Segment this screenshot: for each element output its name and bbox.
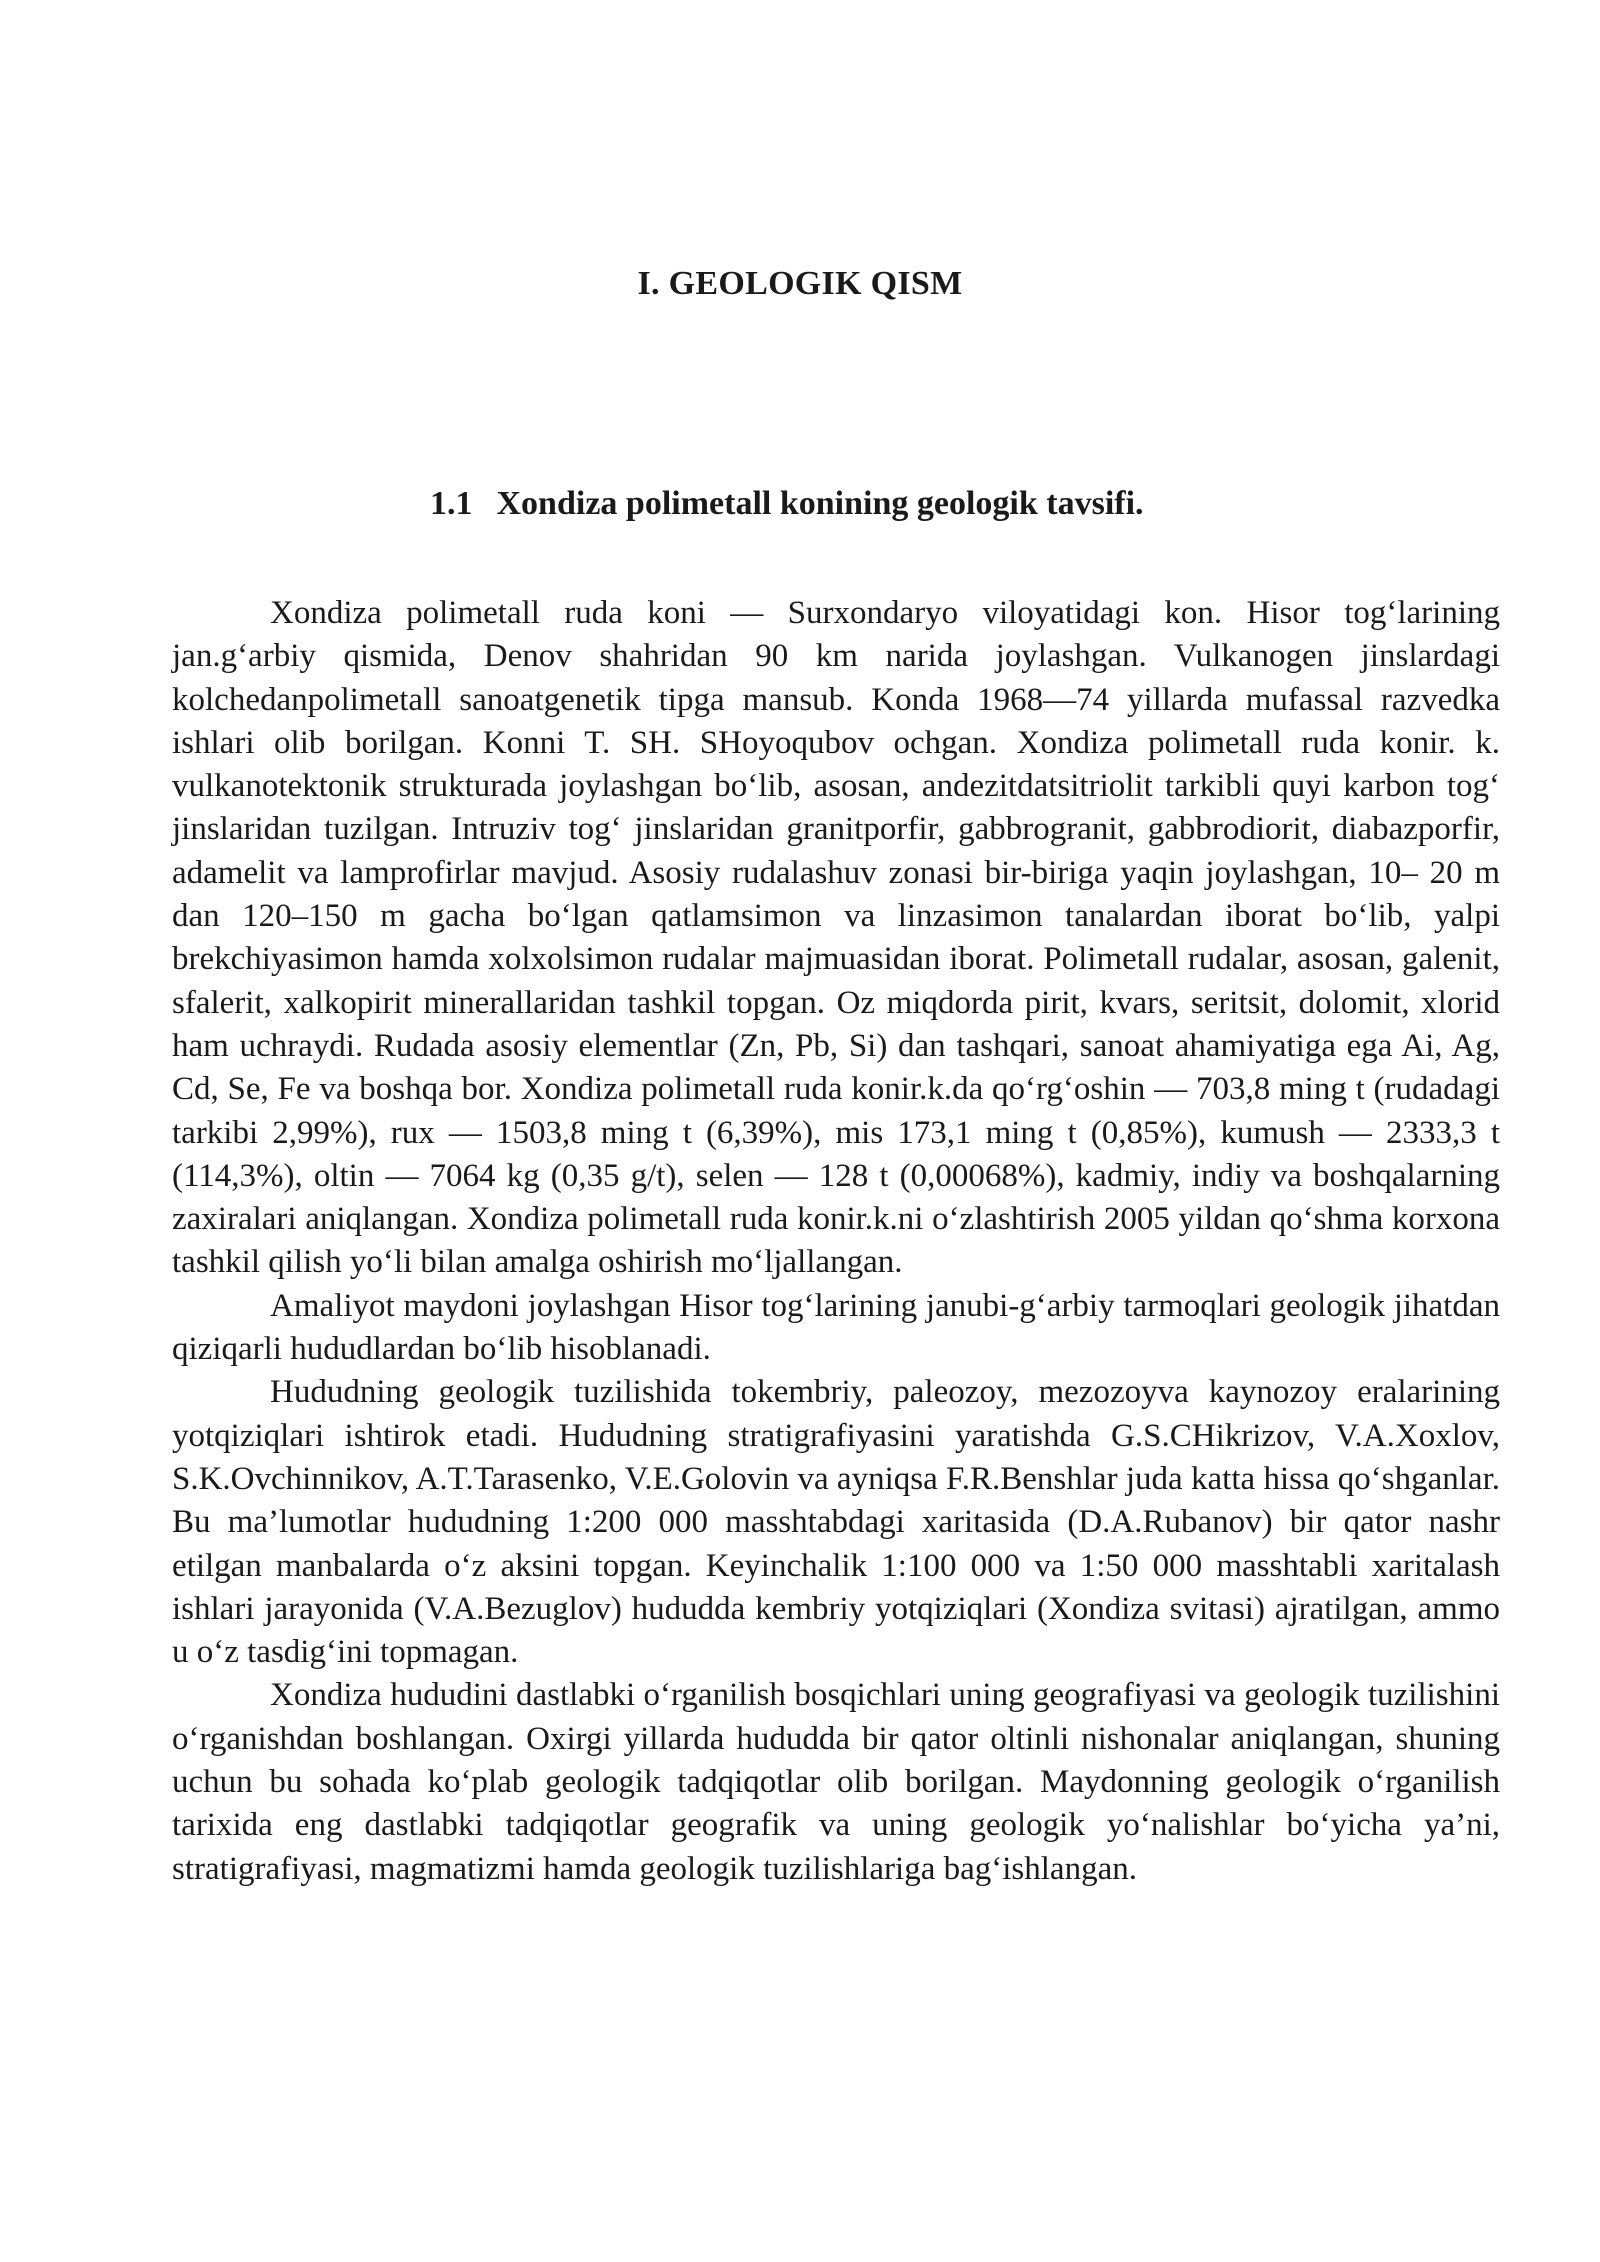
section-heading [430, 482, 1144, 526]
section-title: Xondiza polimetall konining geologik tavsifi. [496, 485, 1144, 522]
paragraph-deposit-description: Xondiza polimetall ruda koni — Surxondaryo viloyatidagi kon. Hisor tog‘larining jan.g‘arbiy qismida, Denov shahridan 90 km narida joylashgan. Vulkanogen jinslardagi kolchedanpolimetall sanoatgenetik tipga mansub. Konda 1968—74 yillarda mufassal razvedka ishlari olib borilgan. Konni T. SH. SHoyoqubov ochgan. Xondiza polimetall ruda konir. k. vulkanotektonik strukturada joylashgan bo‘lib, asosan, andezitdatsitriolit tarkibli quyi karbon tog‘ jinslaridan tuzilgan. Intruziv tog‘ jinslaridan granitporfir, gabbrogranit, gabbrodiorit, diabazporfir, adamelit va lamprofirlar mavjud. Asosiy rudalashuv zonasi bir-biriga yaqin joylashgan, 10– 20 m dan 120–150 m gacha bo‘lgan qatlamsimon va linzasimon tanalardan iborat bo‘lib, yalpi brekchiyasimon hamda xolxolsimon rudalar majmuasidan iborat. Polimetall rudalar, asosan, galenit, sfalerit, xalkopirit minerallaridan tashkil topgan. Oz miqdorda pirit, kvars, seritsit, dolomit, xlorid ham uchraydi. Rudada asosiy elementlar (Zn, Pb, Si) dan tashqari, sanoat ahamiyatiga ega Ai, Ag, Cd, Se, Fe va boshqa bor. Xondiza polimetall ruda konir.k.da qo‘rg‘oshin — 703,8 ming t (rudadagi tarkibi 2,99%), rux — 1503,8 ming t (6,39%), mis 173,1 ming t (0,85%), kumush — 2333,3 t (114,3%), oltin — 7064 kg (0,35 g/t), selen — 128 t (0,00068%), kadmiy, indiy va boshqalarning zaxiralari aniqlangan. Xondiza polimetall ruda konir.k.ni o‘zlashtirish 2005 yildan qo‘shma korxona tashkil qilish yo‘li bilan amalga oshirish mo‘ljallangan. [172, 595, 1500, 1281]
chapter-title: I. GEOLOGIK QISM [637, 265, 963, 302]
body-text [172, 592, 1500, 1891]
paragraph-stratigraphy: Hududning geologik tuzilishida tokembriy, paleozoy, mezozoyva kaynozoy eralarining yotqiziqlari ishtirok etadi. Hududning stratigrafiyasini yaratishda G.S.CHikrizov, V.A.Xoxlov, S.K.Ovchinnikov, A.T.Tarasenko, V.E.Golovin va ayniqsa F.R.Benshlar juda katta hissa qo‘shganlar. Bu ma’lumotlar hududning 1:200 000 masshtabdagi xaritasida (D.A.Rubanov) bir qator nashr etilgan manbalarda o‘z aksini topgan. Keyinchalik 1:100 000 va 1:50 000 masshtabli xaritalash ishlari jarayonida (V.A.Bezuglov) hududda kembriy yotqiziqlari (Xondiza svitasi) ajratilgan, ammo u o‘z tasdig‘ini topmagan. [172, 1374, 1500, 1671]
paragraph-study-history: Xondiza hududini dastlabki o‘rganilish bosqichlari uning geografiyasi va geologik tuzilishini o‘rganishdan boshlangan. Oxirgi yillarda hududda bir qator oltinli nishonalar aniqlangan, shuning uchun bu sohada ko‘plab geologik tadqiqotlar olib borilgan. Maydonning geologik o‘rganilish tarixida eng dastlabki tadqiqotlar geografik va uning geologik yo‘nalishlar bo‘yicha ya’ni, stratigrafiyasi, magmatizmi hamda geologik tuzilishlariga bag‘ishlangan. [172, 1677, 1500, 1887]
paragraph-practice-area: Amaliyot maydoni joylashgan Hisor tog‘larining janubi-g‘arbiy tarmoqlari geologik jihatdan qiziqarli hududlardan bo‘lib hisoblanadi. [172, 1287, 1500, 1368]
section-number: 1.1 [430, 485, 473, 522]
